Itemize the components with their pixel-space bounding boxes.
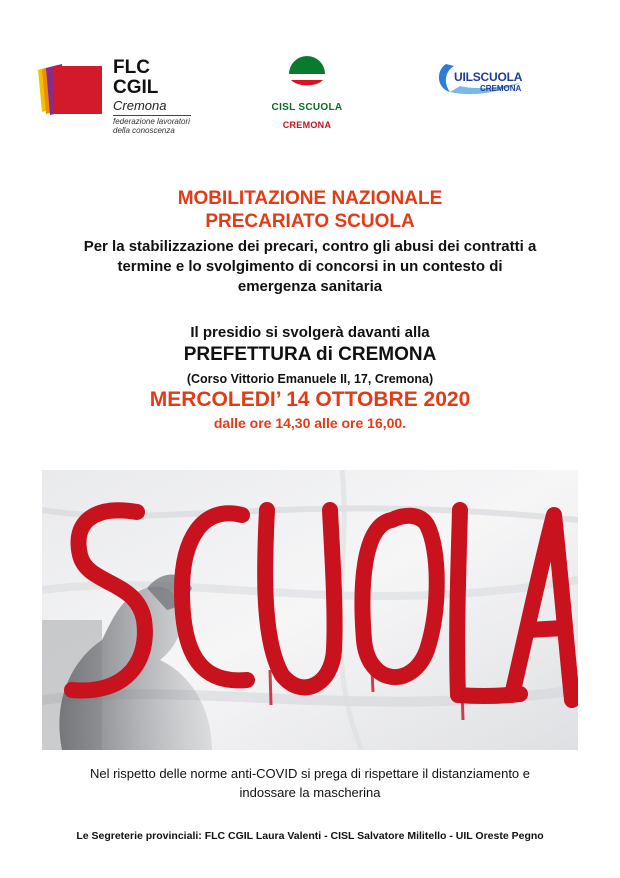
description-line-2: termine e lo svolgimento di concorsi in un contesto di: [117, 258, 503, 275]
event-address: (Corso Vittorio Emanuele II, 17, Cremona): [186, 372, 434, 386]
event-hours: dalle ore 14,30 alle ore 16,00.: [213, 415, 407, 431]
cisl-emblem-icon: [287, 54, 327, 90]
event-date: MERCOLEDI’ 14 OTTOBRE 2020: [149, 388, 471, 411]
event-venue: PREFETTURA di CREMONA: [183, 344, 437, 365]
event-intro: Il presidio si svolgerà davanti alla: [190, 324, 430, 341]
description-line-3: emergenza sanitaria: [237, 278, 383, 295]
flc-cgil-subtitle-2: della conoscenza: [113, 126, 175, 135]
flc-cgil-city: Cremona: [113, 98, 167, 113]
headline-line-2: PRECARIATO SCUOLA: [205, 211, 415, 232]
covid-note-line-1: Nel rispetto delle norme anti-COVID si prega di rispettare il distanziamento e: [89, 766, 531, 781]
flc-cgil-title: FLC CGIL: [113, 57, 159, 98]
covid-note-line-2: indossare la mascherina: [239, 785, 381, 800]
cisl-scuola-city: CREMONA: [282, 120, 332, 130]
uil-scuola-logo: [436, 60, 536, 100]
flc-cgil-divider: [113, 115, 191, 116]
cisl-scuola-logo: [262, 54, 352, 144]
uil-scuola-city: CREMONA: [480, 84, 522, 93]
footer-signatories: Le Segreterie provinciali: FLC CGIL Laura Valenti - CISL Salvatore Militello - UIL Oreste Pegno: [76, 830, 544, 842]
description-line-1: Per la stabilizzazione dei precari, contro gli abusi dei contratti a: [83, 238, 537, 255]
banner-image: [42, 470, 578, 750]
uil-scuola-name: UILSCUOLA: [454, 70, 523, 84]
flc-cgil-subtitle-1: federazione lavoratori: [113, 117, 190, 126]
flc-cgil-logo: [34, 57, 194, 135]
scuola-banner-photo: [42, 470, 578, 750]
cisl-scuola-name: CISL SCUOLA: [271, 102, 343, 113]
flc-cgil-emblem-icon: [34, 64, 104, 116]
headline-line-1: MOBILITAZIONE NAZIONALE: [177, 188, 443, 209]
